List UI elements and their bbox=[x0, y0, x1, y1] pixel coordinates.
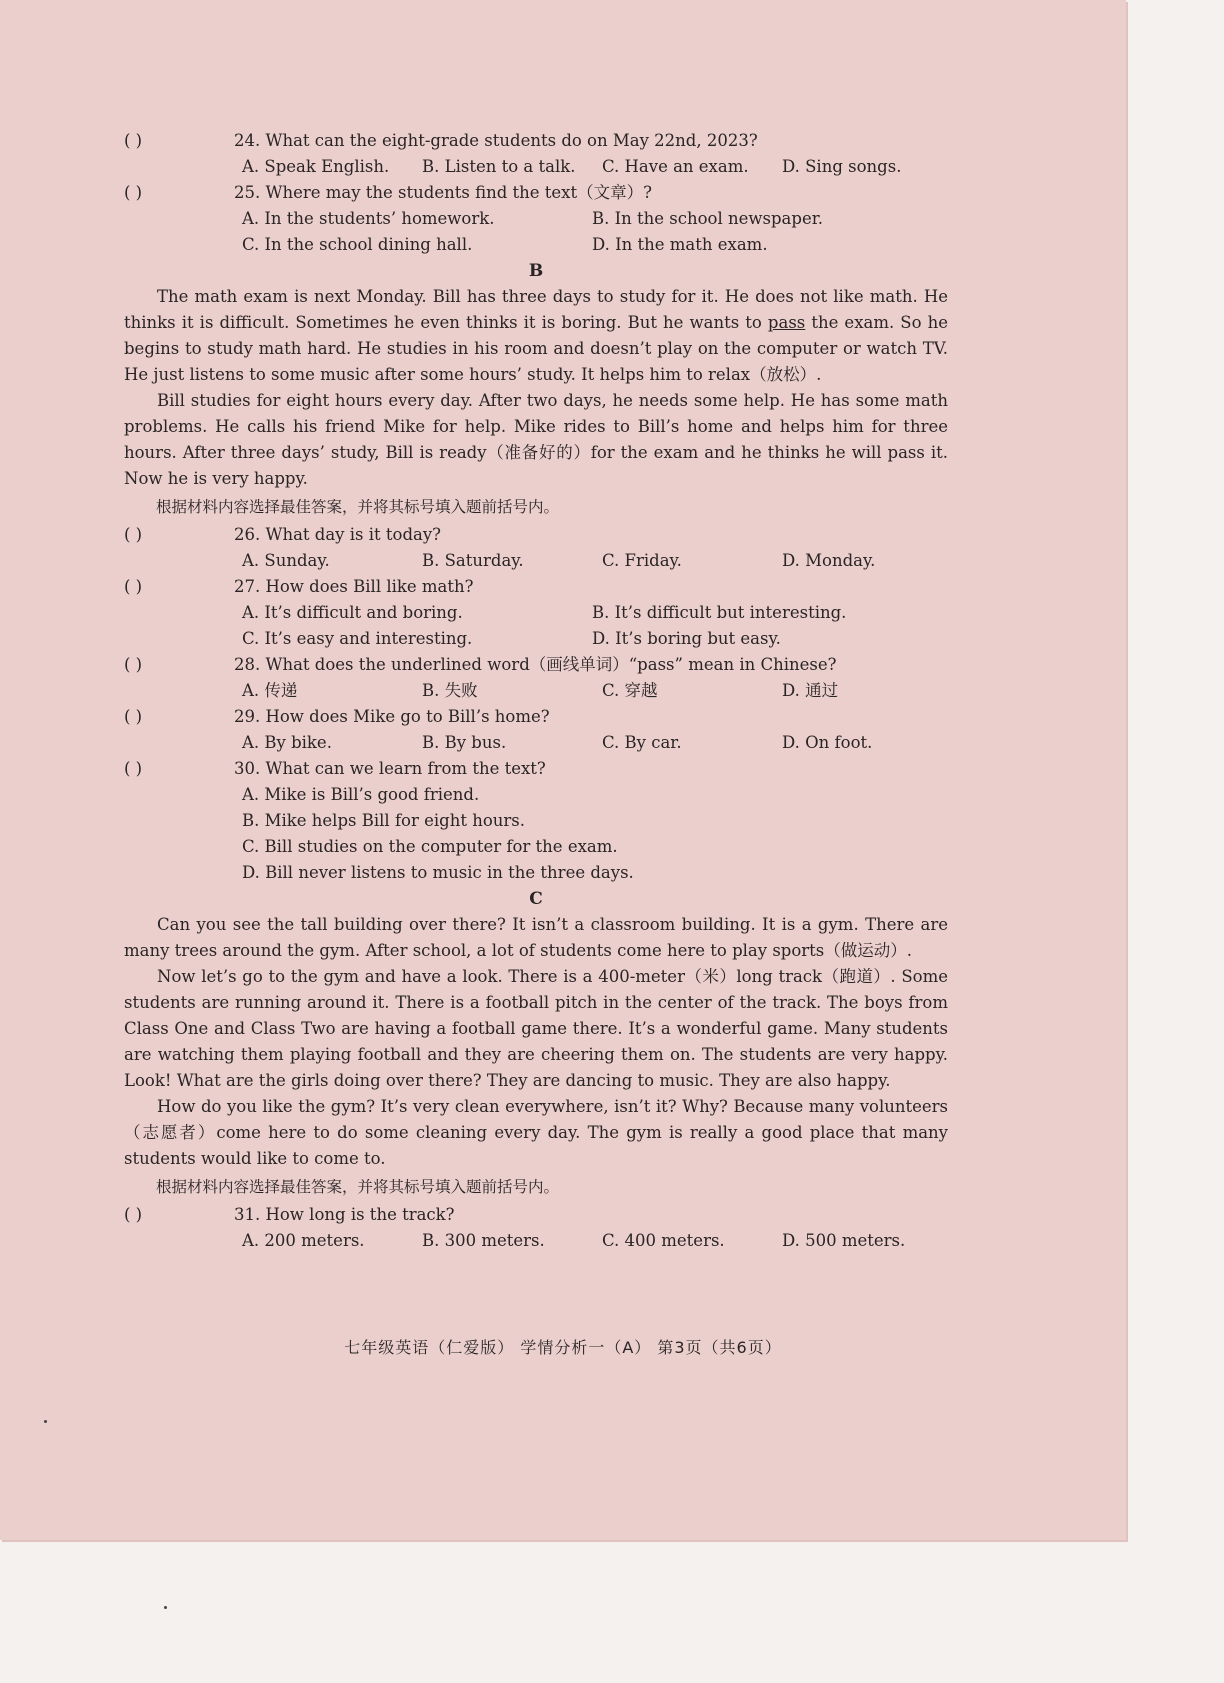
option-c: C. In the school dining hall. bbox=[242, 235, 473, 254]
option-a: A. Speak English. bbox=[242, 157, 390, 176]
answer-bracket[interactable]: ( ) bbox=[124, 577, 143, 596]
question-27 bbox=[124, 574, 948, 600]
options-25-row1 bbox=[124, 206, 948, 232]
instruction-c: 根据材料内容选择最佳答案，并将其标号填入题前括号内。 bbox=[156, 1178, 560, 1196]
question-stem: 25. Where may the students find the text（文章）? bbox=[234, 183, 652, 202]
answer-bracket[interactable]: ( ) bbox=[124, 1205, 143, 1224]
option-b: B. 300 meters. bbox=[422, 1231, 545, 1250]
options-27-row2 bbox=[124, 626, 948, 652]
passage-c-paragraph-3: How do you like the gym? It’s very clean everywhere, isn’t it? Why? Because many volunteers（志愿者）come here to do some cleaning every day. The gym is really a good place that many students would like to come to. bbox=[124, 1097, 948, 1168]
options-25-row2 bbox=[124, 232, 948, 258]
options-24 bbox=[124, 154, 948, 180]
question-24 bbox=[124, 128, 948, 154]
question-stem: 27. How does Bill like math? bbox=[234, 577, 474, 596]
option-d: D. Bill never listens to music in the three days. bbox=[242, 863, 634, 882]
option-c: C. 穿越 bbox=[602, 681, 658, 700]
option-d: D. Sing songs. bbox=[782, 157, 902, 176]
answer-bracket[interactable]: ( ) bbox=[124, 707, 143, 726]
underlined-word: pass bbox=[767, 313, 806, 332]
passage-text: The math exam is next Monday. Bill has three days to study for it. He does not like math. He thinks it is difficult. Sometimes he even thinks it is boring. But he wants to bbox=[124, 287, 948, 332]
scan-speck bbox=[44, 1420, 47, 1423]
question-stem: 30. What can we learn from the text? bbox=[234, 759, 546, 778]
option-a: A. In the students’ homework. bbox=[242, 209, 495, 228]
page-footer: 七年级英语（仁爱版） 学情分析一（A） 第3页（共6页） bbox=[344, 1338, 782, 1357]
options-29 bbox=[124, 730, 948, 756]
options-26 bbox=[124, 548, 948, 574]
answer-bracket[interactable]: ( ) bbox=[124, 759, 143, 778]
option-b: B. Mike helps Bill for eight hours. bbox=[242, 811, 526, 830]
answer-bracket[interactable]: ( ) bbox=[124, 131, 143, 150]
option-b: B. Listen to a talk. bbox=[422, 157, 576, 176]
option-c: C. Friday. bbox=[602, 551, 682, 570]
option-b: B. 失败 bbox=[422, 681, 478, 700]
question-30 bbox=[124, 756, 948, 782]
option-c: C. Have an exam. bbox=[602, 157, 749, 176]
option-b: B. In the school newspaper. bbox=[592, 209, 824, 228]
page-content bbox=[124, 128, 948, 1254]
passage-b-paragraph-1 bbox=[124, 284, 948, 388]
section-b-label: B bbox=[528, 261, 544, 281]
instruction-b: 根据材料内容选择最佳答案，并将其标号填入题前括号内。 bbox=[156, 498, 560, 516]
option-d: D. 500 meters. bbox=[782, 1231, 906, 1250]
option-b: B. It’s difficult but interesting. bbox=[592, 603, 847, 622]
answer-bracket[interactable]: ( ) bbox=[124, 183, 143, 202]
question-26 bbox=[124, 522, 948, 548]
options-28 bbox=[124, 678, 948, 704]
question-29 bbox=[124, 704, 948, 730]
passage-text: the exam. So he begins to study math hard. He studies in his room and doesn’t play on the computer or watch TV. He just listens to some music after some hours’ study. It helps him to relax（放松）. bbox=[124, 313, 948, 384]
passage-c-paragraph-1: Can you see the tall building over there? It isn’t a classroom building. It is a gym. There are many trees around the gym. After school, a lot of students come here to play sports（做运动）. bbox=[124, 915, 948, 960]
section-c-label: C bbox=[529, 889, 543, 909]
option-d: D. 通过 bbox=[782, 681, 839, 700]
option-d: D. On foot. bbox=[782, 733, 873, 752]
option-c: C. It’s easy and interesting. bbox=[242, 629, 473, 648]
answer-bracket[interactable]: ( ) bbox=[124, 655, 143, 674]
question-stem: 26. What day is it today? bbox=[234, 525, 442, 544]
option-c: C. By car. bbox=[602, 733, 682, 752]
option-a: A. Sunday. bbox=[242, 551, 330, 570]
option-a: A. Mike is Bill’s good friend. bbox=[242, 785, 480, 804]
question-28 bbox=[124, 652, 948, 678]
question-stem: 31. How long is the track? bbox=[234, 1205, 455, 1224]
option-c: C. 400 meters. bbox=[602, 1231, 725, 1250]
passage-c-paragraph-2: Now let’s go to the gym and have a look. There is a 400-meter（米）long track（跑道）. Some students are running around it. There is a football pitch in the center of the track. The boys from Class One and Class Two are having a football game there. It’s a wonderful game. Many students are watching them playing football and they are cheering them on. The students are very happy. Look! What are the girls doing over there? They are dancing to music. They are also happy. bbox=[124, 967, 948, 1090]
option-a: A. 传递 bbox=[242, 681, 298, 700]
option-d: D. Monday. bbox=[782, 551, 876, 570]
options-27-row1 bbox=[124, 600, 948, 626]
option-a: A. By bike. bbox=[242, 733, 332, 752]
question-25 bbox=[124, 180, 948, 206]
option-a: A. 200 meters. bbox=[242, 1231, 365, 1250]
question-stem: 24. What can the eight-grade students do on May 22nd, 2023? bbox=[234, 131, 758, 150]
scan-speck bbox=[164, 1606, 167, 1609]
question-stem: 28. What does the underlined word（画线单词）“pass” mean in Chinese? bbox=[234, 655, 837, 674]
option-c: C. Bill studies on the computer for the exam. bbox=[242, 837, 618, 856]
option-a: A. It’s difficult and boring. bbox=[242, 603, 463, 622]
option-b: B. By bus. bbox=[422, 733, 507, 752]
options-31 bbox=[124, 1228, 948, 1254]
answer-bracket[interactable]: ( ) bbox=[124, 525, 143, 544]
question-31 bbox=[124, 1202, 948, 1228]
option-d: D. In the math exam. bbox=[592, 235, 768, 254]
option-b: B. Saturday. bbox=[422, 551, 524, 570]
question-stem: 29. How does Mike go to Bill’s home? bbox=[234, 707, 550, 726]
option-d: D. It’s boring but easy. bbox=[592, 629, 781, 648]
passage-b-paragraph-2: Bill studies for eight hours every day. After two days, he needs some help. He has some math problems. He calls his friend Mike for help. Mike rides to Bill’s home and helps him for three hours. After three days’ study, Bill is ready（准备好的）for the exam and he thinks he will pass it. Now he is very happy. bbox=[124, 391, 948, 488]
